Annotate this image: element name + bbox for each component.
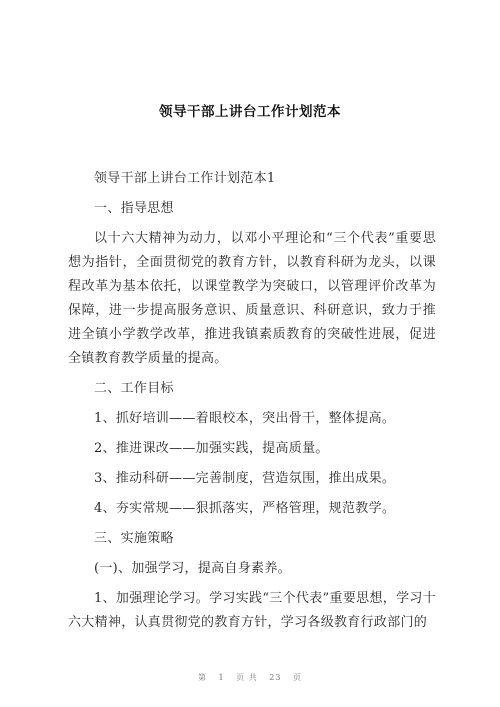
goal-item-1: 1、抓好培训——着眼校本，突出骨干，整体提高。 — [94, 411, 396, 426]
footer-suffix: 页 — [293, 673, 302, 682]
heading-work-goals: 二、工作目标 — [94, 381, 174, 396]
paragraph-theory-study: 1、加强理论学习。学习实践“三个代表”重要思想，学习十六大精神，认真贯彻党的教育方针，学习各级教育行政部门的 — [68, 591, 436, 630]
section-subtitle: 领导干部上讲台工作计划范本1 — [94, 171, 276, 186]
goal-item-4: 4、夯实常规——狠抓落实，严格管理，规范教学。 — [94, 501, 396, 516]
heading-implementation: 三、实施策略 — [94, 531, 174, 546]
footer-total-pages: 23 — [269, 673, 282, 682]
goal-item-3: 3、推动科研——完善制度，营造氛围，推出成果。 — [94, 471, 396, 486]
footer-mid: 页 共 — [236, 673, 258, 682]
paragraph-guiding-ideology: 以十六大精神为动力，以邓小平理论和“三个代表”重要思想为指针，全面贯彻党的教育方针，以教育科研为龙头，以课程改革为基本依托，以课堂教学为突破口，以管理评价改革为保障，进一步提高服务意识、质量意识、科研意识，致力于推进全镇小学教学改革，推进我镇素质教育的突破性进展，促进全镇教育教学质量的提高。 — [68, 231, 436, 366]
page-footer — [0, 672, 500, 683]
subheading-strengthen-learning: (一)、加强学习，提高自身素养。 — [94, 561, 291, 576]
footer-prefix: 第 — [197, 673, 207, 682]
document-body — [68, 167, 436, 641]
footer-page-number: 1 — [218, 673, 225, 682]
document-title: 领导干部上讲台工作计划范本 — [159, 104, 341, 120]
heading-guiding-ideology: 一、指导思想 — [94, 201, 174, 216]
goal-item-2: 2、推进课改——加强实践，提高质量。 — [94, 441, 329, 456]
